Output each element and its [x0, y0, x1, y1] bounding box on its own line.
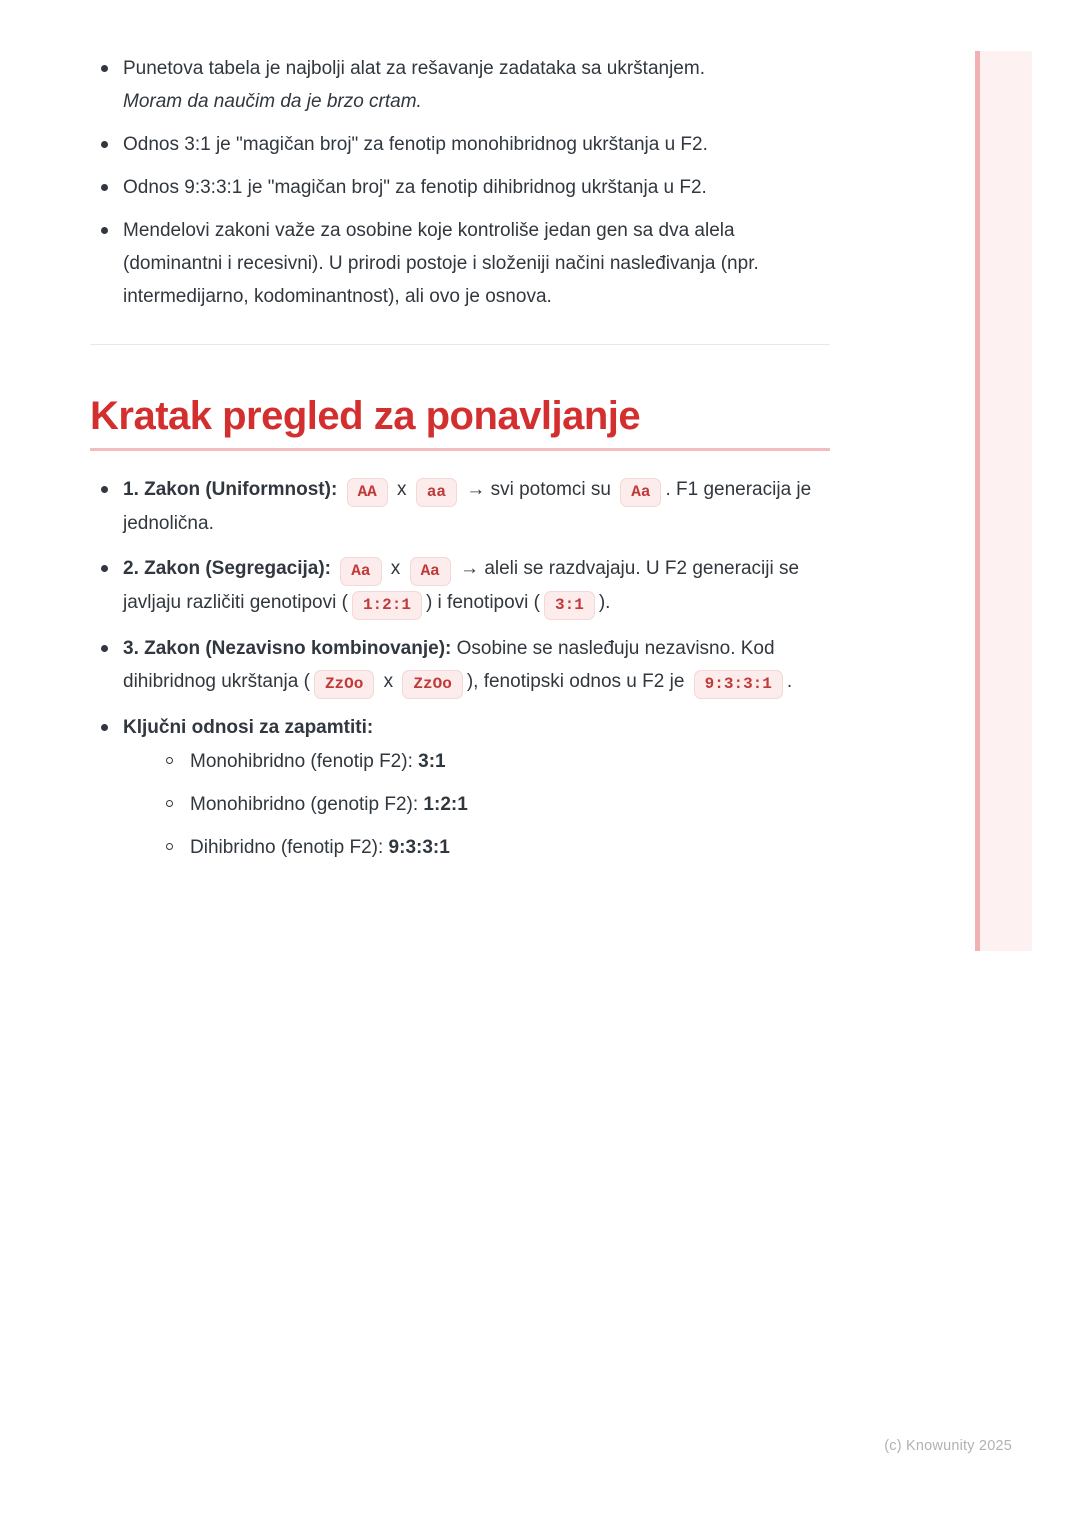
ratio-text: Dihibridno (fenotip F2):: [190, 837, 384, 858]
ratio-item: [156, 745, 830, 778]
bullet-icon: [101, 227, 108, 234]
code-badge: 9:3:3:1: [694, 670, 783, 699]
list-item: [90, 171, 830, 204]
bullet-icon: [101, 141, 108, 148]
code-badge: 3:1: [544, 591, 595, 620]
bullet-icon: [101, 565, 108, 572]
law-text: Osobine se nasleđuju nezavisno. Kod dihibridnog ukrštanja ( ZzOo x ZzOo ), fenotipski odnos u F2 je 9:3:3:1 .: [123, 638, 792, 692]
list-item-note-italic: Moram da naučim da je brzo crtam.: [123, 91, 422, 112]
list-item-text: Odnos 9:3:3:1 je "magičan broj" za fenotip dihibridnog ukrštanja u F2.: [123, 177, 707, 198]
list-item-law: [90, 473, 830, 540]
law-text: AA x aa → svi potomci su Aa . F1 generacija je jednolična.: [123, 479, 812, 534]
list-item: [90, 214, 830, 313]
ratio-text: Monohibridno (fenotip F2):: [190, 751, 413, 772]
bullet-icon: [101, 184, 108, 191]
list-item: [90, 52, 830, 118]
list-item-text: Punetova tabela je najbolji alat za rešavanje zadataka sa ukrštanjem.: [123, 58, 705, 79]
page-side-accent-bar: [975, 51, 1032, 951]
law-label: 3. Zakon (Nezavisno kombinovanje):: [123, 638, 452, 659]
hollow-bullet-icon: [166, 800, 173, 807]
hollow-bullet-icon: [166, 843, 173, 850]
document-content: [90, 52, 830, 876]
list-item-text: Odnos 3:1 je "magičan broj" za fenotip monohibridnog ukrštanja u F2.: [123, 134, 708, 155]
ratio-value: 1:2:1: [423, 794, 468, 815]
review-bullet-list: [90, 473, 830, 864]
law-label: 2. Zakon (Segregacija):: [123, 558, 332, 579]
code-badge: AA: [347, 478, 388, 507]
code-badge: Aa: [620, 478, 661, 507]
section-title: Kratak pregled za ponavljanje: [90, 394, 641, 438]
list-item-law: [90, 632, 830, 699]
list-item-key-ratios: [90, 711, 830, 864]
key-ratios-sublist: [156, 745, 830, 864]
code-badge: ZzOo: [314, 670, 374, 699]
code-badge: Aa: [340, 557, 381, 586]
law-label: 1. Zakon (Uniformnost):: [123, 479, 338, 500]
bullet-icon: [101, 645, 108, 652]
law-text: Aa x Aa → aleli se razdvajaju. U F2 generaciji se javljaju različiti genotipovi ( 1:2:1 ) i fenotipovi ( 3:1 ).: [123, 558, 799, 613]
hollow-bullet-icon: [166, 757, 173, 764]
ratio-value: 9:3:3:1: [388, 837, 450, 858]
list-item: [90, 128, 830, 161]
intro-bullet-list: [90, 52, 830, 313]
code-badge: 1:2:1: [352, 591, 422, 620]
key-ratios-label: Ključni odnosi za zapamtiti:: [123, 717, 374, 738]
code-badge: ZzOo: [402, 670, 462, 699]
list-item-law: [90, 552, 830, 620]
footer-copyright: (c) Knowunity 2025: [884, 1438, 1012, 1454]
section-divider: [90, 344, 830, 345]
code-badge: Aa: [410, 557, 451, 586]
code-badge: aa: [416, 478, 457, 507]
ratio-value: 3:1: [418, 751, 446, 772]
bullet-icon: [101, 65, 108, 72]
bullet-icon: [101, 486, 108, 493]
list-item-text: Mendelovi zakoni važe za osobine koje kontroliše jedan gen sa dva alela (dominantni i recesivni). U prirodi postoje i složeniji načini nasleđivanja (npr. intermedijarno, kodominantnost), ali ovo je osnova.: [123, 220, 759, 307]
section-title-underline: [90, 448, 830, 451]
bullet-icon: [101, 724, 108, 731]
ratio-item: [156, 788, 830, 821]
ratio-item: [156, 831, 830, 864]
ratio-text: Monohibridno (genotip F2):: [190, 794, 419, 815]
